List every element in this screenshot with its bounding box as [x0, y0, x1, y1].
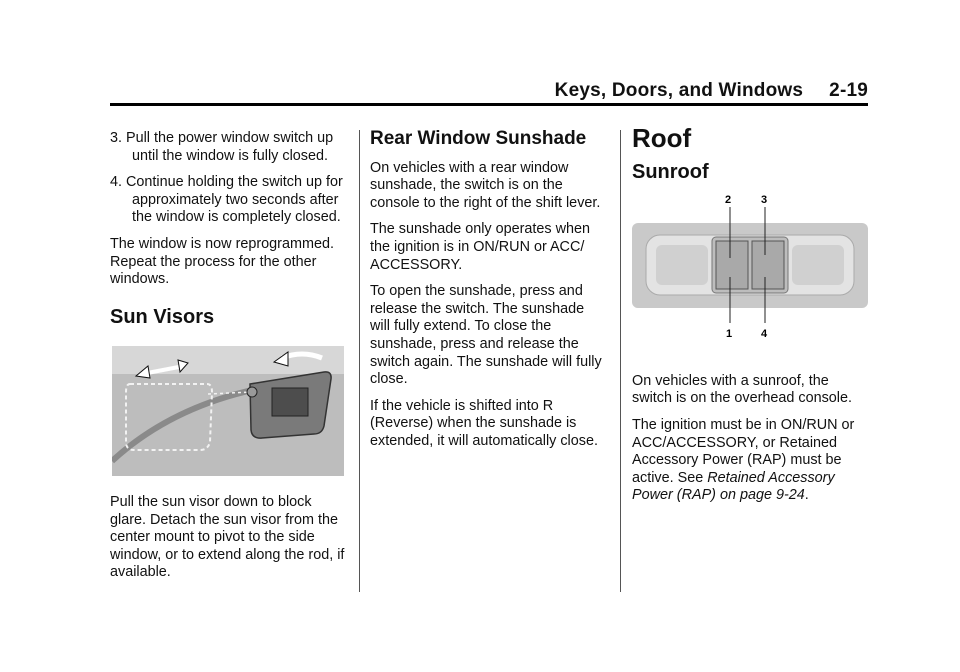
callout-1: 1: [726, 328, 733, 341]
column-2: [370, 130, 606, 460]
paragraph: Pull the sun visor down to block glare. Detach the sun visor from the center mount to pivot to the side window, or to extend along the rod, if available.: [110, 493, 345, 581]
heading-sun-visors: Sun Visors: [110, 305, 215, 328]
header-rule: [110, 103, 868, 106]
sunroof-switch-illustration: [632, 193, 868, 353]
paragraph: The sunshade only operates when the ignition is in ON/RUN or ACC/ ACCESSORY.: [370, 221, 591, 273]
column-1: [110, 130, 350, 591]
callout-4: 4: [761, 328, 768, 341]
column-3: [632, 123, 868, 514]
paragraph: [632, 417, 868, 505]
section-title: Keys, Doors, and Windows: [554, 80, 804, 101]
column-divider: [620, 130, 621, 592]
paragraph: On vehicles with a rear window sunshade, the switch is on the console to the right of the shift lever.: [370, 159, 601, 211]
step-4: 4. Continue holding the switch up for approximately two seconds after the window is completely closed.: [110, 174, 343, 226]
paragraph: On vehicles with a sunroof, the switch is on the overhead console.: [632, 372, 852, 407]
paragraph: The window is now reprogrammed. Repeat the process for the other windows.: [110, 235, 334, 288]
heading-roof: Roof: [632, 123, 692, 153]
callout-2: 2: [725, 194, 732, 207]
step-3: 3. Pull the power window switch up until the window is fully closed.: [110, 130, 334, 164]
callout-3: 3: [761, 194, 768, 207]
cross-reference-link[interactable]: Retained Accessory Power (RAP) on page 9-24: [632, 469, 835, 504]
sun-visor-illustration: [112, 346, 344, 476]
column-divider: [359, 130, 360, 592]
paragraph-text: The ignition must be in ON/RUN or ACC/ACCESSORY, or Retained Accessory Power (RAP) must be active. See: [632, 416, 855, 486]
heading-rear-window-sunshade: Rear Window Sunshade: [370, 128, 587, 149]
page-number: 2-19: [829, 80, 868, 101]
heading-sunroof: Sunroof: [632, 160, 709, 183]
page-header: [0, 80, 868, 102]
paragraph: If the vehicle is shifted into R (Reverse) when the sunshade is extended, it will automatically close.: [370, 397, 598, 449]
paragraph: To open the sunshade, press and release the switch. The sunshade will fully extend. To close the sunshade, press and release the switch again. The sunshade will fully close.: [370, 283, 602, 388]
paragraph-end: .: [804, 487, 809, 504]
